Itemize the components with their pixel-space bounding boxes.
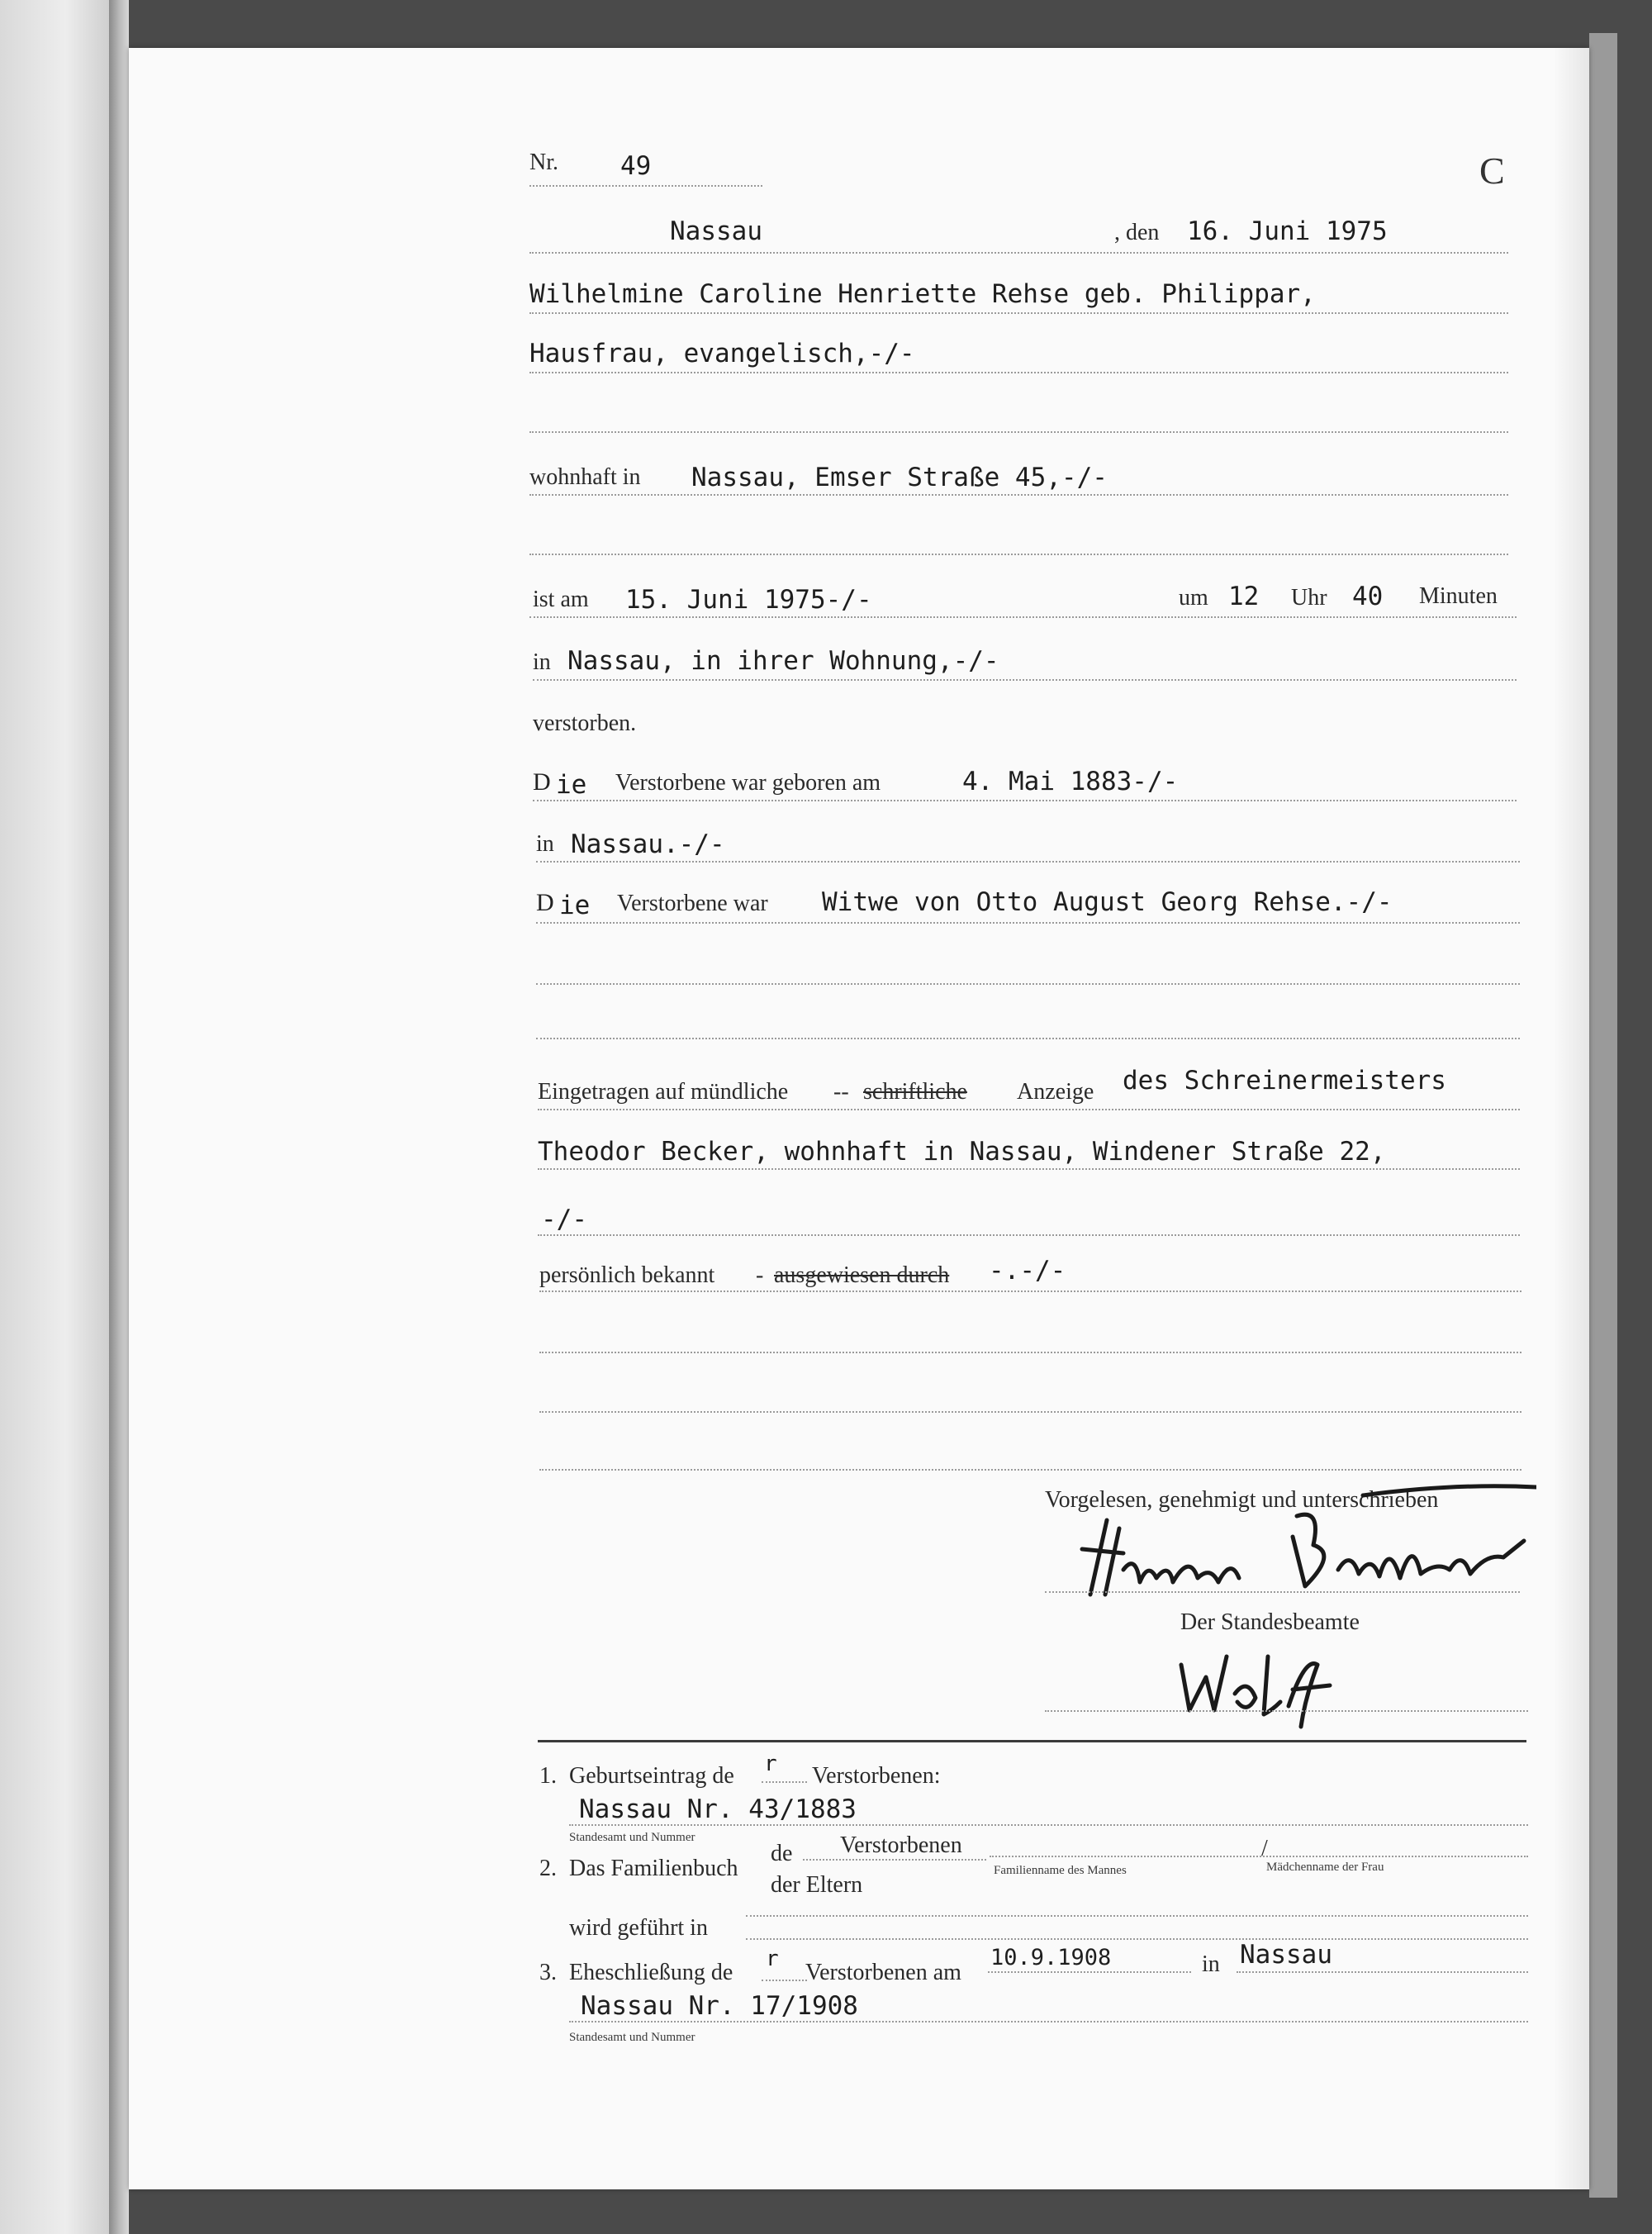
marital-label: Verstorbene war — [617, 891, 768, 916]
um-label: um — [1179, 585, 1208, 611]
nr-line — [529, 185, 762, 187]
line-blank-6 — [539, 1411, 1521, 1413]
fn3-date-line — [988, 1971, 1191, 1973]
residence-label: wohnhaft in — [529, 464, 641, 490]
line-occupation — [529, 372, 1508, 373]
death-hour: 12 — [1228, 582, 1260, 611]
fn3-value: Nassau Nr. 17/1908 — [581, 1991, 858, 2021]
fn3-caption: Standesamt und Nummer — [569, 2031, 695, 2044]
book-cover-edge — [1589, 33, 1617, 2198]
deceased-name: Wilhelmine Caroline Henriette Rehse geb. Philippar, — [529, 279, 1316, 309]
registration-dash: -- — [833, 1079, 849, 1105]
fn2-label: Das Familienbuch — [569, 1856, 738, 1881]
section-letter: C — [1479, 150, 1505, 192]
fn2-eltern: der Eltern — [771, 1872, 863, 1898]
fn3-date: 10.9.1908 — [990, 1945, 1112, 1970]
line-fn2-upper — [746, 1915, 1528, 1917]
informant-line-1: des Schreinermeisters — [1123, 1066, 1446, 1096]
line-place-date — [529, 252, 1508, 254]
line-death-place — [533, 679, 1517, 681]
fn2-gefuehrt: wird geführt in — [569, 1915, 708, 1941]
fn3-label-a: Eheschließung de — [569, 1960, 733, 1985]
fn3-place: Nassau — [1240, 1940, 1332, 1970]
birth-place: Nassau.-/- — [571, 829, 725, 859]
fn1-sup-line — [762, 1781, 807, 1783]
line-registration-1 — [538, 1109, 1520, 1110]
line-fn3 — [569, 2021, 1528, 2022]
fn2-de: de — [771, 1841, 793, 1866]
verstorben-label: verstorben. — [533, 711, 637, 736]
line-fn2-gefuehrt — [746, 1938, 1528, 1940]
fn1-label-a: Geburtseintrag de — [569, 1763, 734, 1789]
line-blank-1 — [529, 431, 1508, 433]
death-minute: 40 — [1352, 582, 1384, 611]
record-date: 16. Juni 1975 — [1187, 216, 1388, 246]
place: Nassau — [670, 216, 762, 246]
line-residence — [529, 494, 1508, 496]
facing-page-edge — [0, 0, 109, 2234]
fn3-place-line — [1237, 1971, 1528, 1973]
fn1-number: 1. — [539, 1763, 557, 1789]
line-signature — [1045, 1591, 1520, 1593]
fn2-number: 2. — [539, 1856, 557, 1881]
fn3-sup: r — [766, 1946, 779, 1971]
line-death-date — [529, 616, 1517, 618]
nr-label: Nr. — [529, 150, 558, 175]
register-number: 49 — [620, 151, 652, 181]
marital-d-prefix: D — [536, 889, 554, 916]
fn3-number: 3. — [539, 1960, 557, 1985]
line-registration-3 — [538, 1234, 1520, 1236]
minuten-label: Minuten — [1419, 583, 1498, 609]
birth-d-prefix: D — [533, 768, 551, 796]
fn2-slash: / — [1261, 1836, 1268, 1861]
line-blank-2 — [529, 554, 1508, 555]
fn2-verstorbenen: Verstorbenen — [840, 1832, 962, 1858]
line-fn2-names — [990, 1856, 1528, 1857]
line-official — [1045, 1710, 1528, 1712]
line-birth-date — [533, 800, 1517, 801]
line-name — [529, 312, 1508, 314]
signature-caption: Vorgelesen, genehmigt und unterschrieben — [1045, 1487, 1439, 1513]
footnote-divider — [538, 1740, 1526, 1742]
line-marital — [536, 922, 1520, 924]
uhr-label: Uhr — [1291, 585, 1327, 611]
informant-line-3: -/- — [541, 1205, 587, 1234]
line-birth-place — [536, 861, 1520, 863]
birth-place-prefix: in — [536, 831, 554, 857]
registration-label: Eingetragen auf mündliche — [538, 1079, 789, 1105]
deceased-occupation: Hausfrau, evangelisch,-/- — [529, 339, 915, 368]
birth-date: 4. Mai 1883-/- — [962, 767, 1179, 796]
death-date-label: ist am — [533, 587, 589, 612]
death-place-prefix: in — [533, 649, 551, 675]
death-place: Nassau, in ihrer Wohnung,-/- — [567, 646, 999, 676]
marital-status: Witwe von Otto August Georg Rehse.-/- — [822, 887, 1393, 917]
line-registration-2 — [538, 1168, 1520, 1170]
line-known — [539, 1290, 1521, 1292]
known-struck: ausgewiesen durch — [774, 1262, 950, 1288]
line-fn1 — [569, 1824, 1528, 1826]
fn2-de-line — [803, 1859, 986, 1861]
fn1-caption: Standesamt und Nummer — [569, 1831, 695, 1844]
book-gutter — [109, 0, 129, 2234]
anzeige-label: Anzeige — [1017, 1079, 1094, 1105]
show-through-edge — [1553, 48, 1589, 2189]
fn2-caption-frau: Mädchenname der Frau — [1266, 1861, 1384, 1874]
official-caption: Der Standesbeamte — [1180, 1609, 1360, 1635]
line-blank-3 — [536, 983, 1520, 985]
fn1-value: Nassau Nr. 43/1883 — [579, 1794, 857, 1824]
den-label: , den — [1114, 220, 1160, 245]
fn2-caption-mann: Familienname des Mannes — [994, 1864, 1127, 1877]
residence: Nassau, Emser Straße 45,-/- — [691, 463, 1108, 492]
known-end: -.-/- — [989, 1256, 1066, 1286]
fn1-sup: r — [764, 1752, 777, 1776]
birth-d-suffix: ie — [556, 770, 587, 800]
fn3-sup-line — [762, 1980, 807, 1981]
registrar-signature — [1165, 1640, 1379, 1731]
registration-struck: schriftliche — [863, 1079, 967, 1105]
line-blank-4 — [536, 1038, 1520, 1039]
informant-line-2: Theodor Becker, wohnhaft in Nassau, Windener Straße 22, — [538, 1137, 1386, 1167]
line-blank-5 — [539, 1352, 1521, 1353]
known-label: persönlich bekannt — [539, 1262, 715, 1288]
marital-d-suffix: ie — [559, 891, 591, 920]
fn1-label-b: Verstorbenen: — [812, 1763, 941, 1789]
known-dash: - — [756, 1262, 764, 1288]
fn3-label-b: Verstorbenen am — [805, 1960, 961, 1985]
death-date: 15. Juni 1975-/- — [625, 585, 872, 615]
fn3-in: in — [1202, 1951, 1220, 1977]
birth-label: Verstorbene war geboren am — [615, 770, 881, 796]
informant-signature — [1074, 1471, 1536, 1603]
